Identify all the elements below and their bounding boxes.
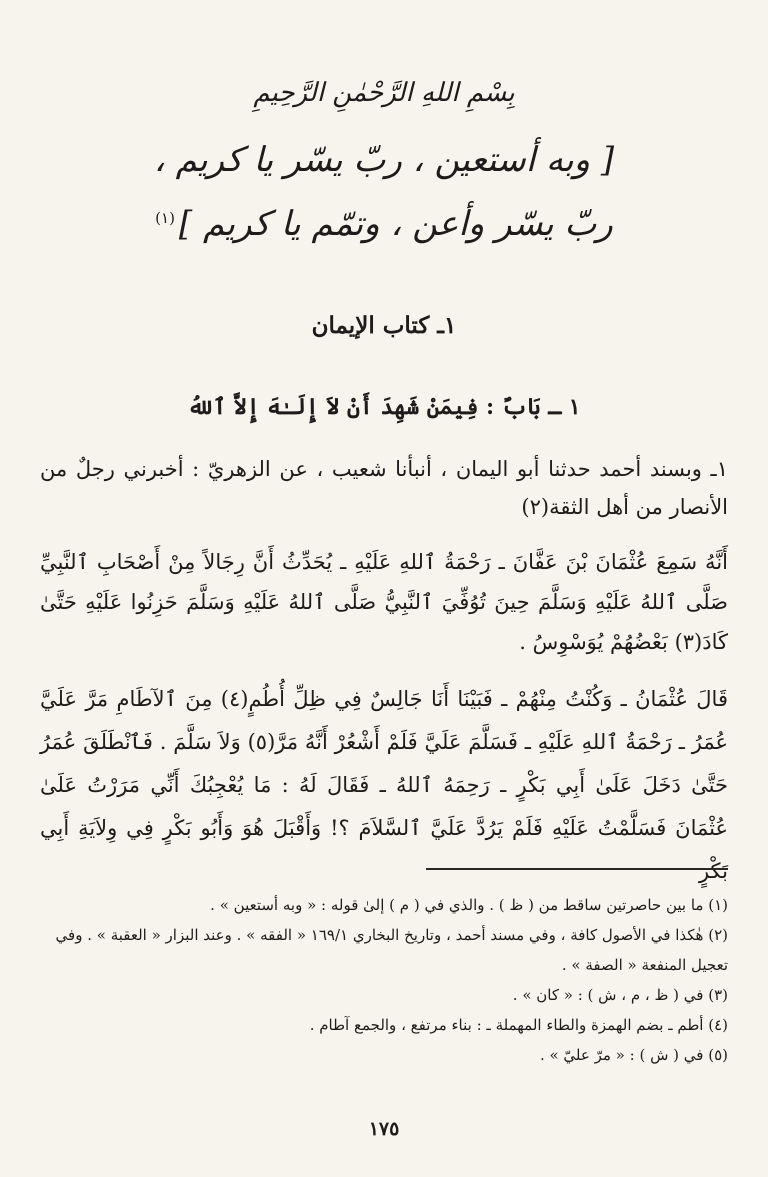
footnote-3: (٣) في ( ظ ، م ، ش ) : « كان » . xyxy=(512,986,728,1004)
book-title: ١ـ كتاب الإيمان xyxy=(311,312,457,339)
chapter-title: ١ ـ بَابٌ : فِيمَنْ شَهِدَ أَنْ لاَ إِلَـٰهَ إِلاَّ ٱللهُ xyxy=(187,394,581,420)
footnote-2: (٢) هٰكذا في الأصول كافة ، وفي مسند أحمد ، وتاريخ البخاري ١٦٩/١ « الفقه » . وعند البزار « العقبة » . وفي تعجيل المنفعة « الصفة » . xyxy=(55,926,728,974)
footnote-5: (٥) في ( ش ) : « مرّ عليّ » . xyxy=(539,1046,728,1064)
invocation-line-2 xyxy=(0,204,768,245)
footnote-ref-1: (١) xyxy=(155,208,175,227)
footnote-separator xyxy=(426,868,728,870)
paragraph-isnad: ١ـ وبسند أحمد حدثنا أبو اليمان ، أنبأنا شعيب ، عن الزهريّ : أخبرني رجلٌ من الأنصار من أهل الثقة(٢) xyxy=(40,457,728,519)
paragraph-hadith-opening: أَنَّهُ سَمِعَ عُثْمَانَ بْنَ عَفَّانَ ـ رَحْمَةُ ٱللهِ عَلَيْهِ ـ يُحَدِّثُ أَنَّ رِجَالاً مِنْ أَصْحَابِ ٱلنَّبِيِّ صَلَّى ٱللهُ عَلَيْهِ وَسَلَّمَ حِينَ تُوُفِّيَ ٱلنَّبِيُّ صَلَّى ٱللهُ عَلَيْهِ وَسَلَّمَ حَزِنُوا عَلَيْهِ حَتَّىٰ كَادَ(٣) بَعْضُهُمْ يُوَسْوِسُ . xyxy=(40,550,728,654)
basmala: بِسْمِ اللهِ الرَّحْمٰنِ الرَّحِيمِ xyxy=(253,78,515,108)
footnotes xyxy=(40,890,728,1070)
paragraph-hadith-narrative: قَالَ عُثْمَانُ ـ وَكُنْتُ مِنْهُمْ ـ فَبَيْنَا أَنَا جَالِسٌ فِي ظِلِّ أُطُمٍ(٤) مِنَ ٱلآطَامِ مَرَّ عَلَيَّ عُمَرُ ـ رَحْمَةُ ٱللهِ عَلَيْهِ ـ فَسَلَّمَ عَلَيَّ فَلَمْ أَشْعُرْ أَنَّهُ مَرَّ(٥) وَلاَ سَلَّمَ . فَٱنْطَلَقَ عُمَرُ حَتَّىٰ دَخَلَ عَلَىٰ أَبِي بَكْرٍ ـ رَحِمَهُ ٱللهُ ـ فَقَالَ لَهُ : مَا يُعْجِبُكَ أَنِّي مَرَرْتُ عَلَىٰ عُثْمَانَ فَسَلَّمْتُ عَلَيْهِ فَلَمْ يَرُدَّ عَلَيَّ ٱلسَّلاَمَ ؟! وَأَقْبَلَ هُوَ وَأَبُو بَكْرٍ فِي وِلاَيَةِ أَبِي بَكْرٍ xyxy=(40,687,728,883)
footnote-1: (١) ما بين حاصرتين ساقط من ( ظ ) . والذي في ( م ) إلىٰ قوله : « وبه أستعين » . xyxy=(210,896,728,914)
invocation-line-1: [ وبه أستعين ، ربّ يسّر يا كريم ، xyxy=(153,140,615,180)
footnote-4: (٤) أطم ـ بضم الهمزة والطاء المهملة ـ : بناء مرتفع ، والجمع آطام . xyxy=(309,1016,728,1034)
invocation-line-2-text: ربّ يسّر وأعن ، وتمّم يا كريم ] xyxy=(178,204,613,244)
page-number: ١٧٥ xyxy=(368,1118,400,1140)
